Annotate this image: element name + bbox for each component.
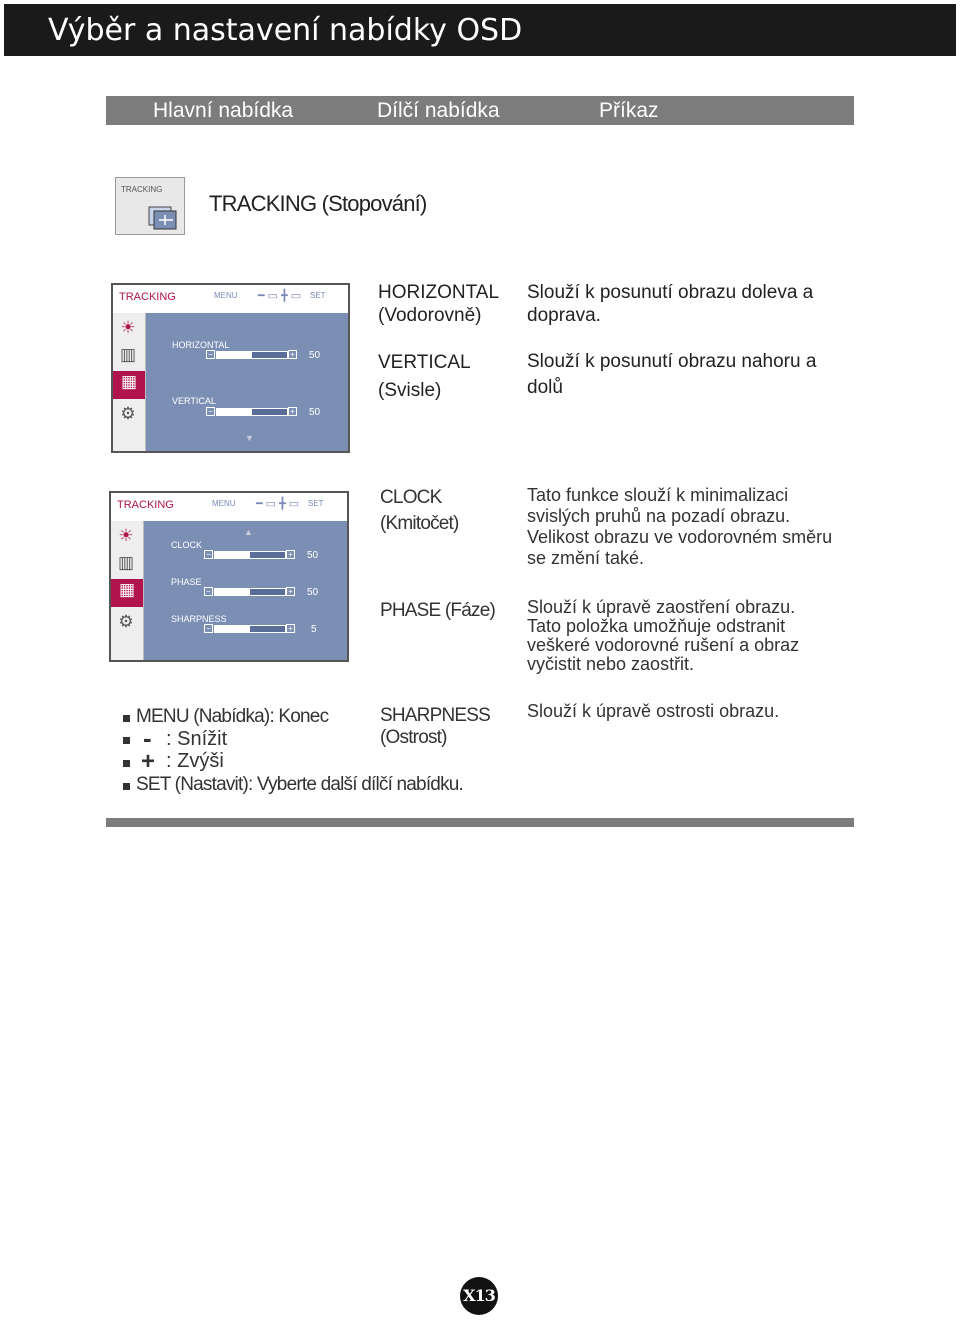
osd-item-value: 50 xyxy=(309,350,321,361)
brightness-icon: ☀ xyxy=(120,318,136,337)
legend-minus: : Snížit xyxy=(166,728,228,750)
legend-set: SET (Nastavit): Vyberte další dílčí nabídku. xyxy=(136,774,464,795)
legend-bullet xyxy=(123,715,130,722)
vertical-slider xyxy=(216,408,288,416)
submenu-name: HORIZONTAL xyxy=(378,282,500,303)
osd-item-value: 50 xyxy=(307,587,319,598)
osd-minus-plus: ━ ▭ ╋ ▭ xyxy=(258,290,302,302)
legend-menu: MENU (Nabídka): Konec xyxy=(136,706,329,727)
osd-item-label: VERTICAL xyxy=(172,396,216,406)
osd-title: TRACKING xyxy=(119,291,176,303)
scroll-up-icon: ▲ xyxy=(244,527,253,537)
section-divider xyxy=(106,818,854,827)
main-menu-title: TRACKING (Stopování) xyxy=(209,191,427,216)
legend-bullet xyxy=(123,760,130,767)
osd-side-menu xyxy=(111,521,144,660)
setup-gear-icon: ⚙ xyxy=(120,404,136,423)
osd-minus-icon: − xyxy=(204,624,213,633)
submenu-name-czech: (Ostrost) xyxy=(380,727,447,748)
column-command: Příkaz xyxy=(599,99,659,122)
clock-slider xyxy=(214,551,286,559)
osd-plus-icon: + xyxy=(286,550,295,559)
phase-slider xyxy=(214,588,286,596)
submenu-name: PHASE (Fáze) xyxy=(380,600,495,621)
page-number: X13 xyxy=(460,1277,498,1315)
command-line: Velikost obrazu ve vodorovném směru xyxy=(527,527,833,547)
submenu-clock xyxy=(380,485,459,537)
legend-bullet xyxy=(123,737,130,744)
submenu-sharpness xyxy=(380,705,490,749)
command-clock xyxy=(527,485,832,569)
minus-icon: - xyxy=(143,723,152,753)
osd-item-value: 50 xyxy=(309,407,321,418)
column-main-menu: Hlavní nabídka xyxy=(153,99,294,122)
command-vertical xyxy=(527,349,816,401)
osd-item-label: HORIZONTAL xyxy=(172,340,230,350)
submenu-name-czech: (Vodorovně) xyxy=(378,305,482,326)
setup-gear-icon: ⚙ xyxy=(118,612,134,631)
color-icon: ▥ xyxy=(117,553,135,572)
command-line: dolů xyxy=(527,377,563,398)
command-line: Slouží k posunutí obrazu doleva a xyxy=(527,282,814,303)
osd-side-menu xyxy=(113,313,146,451)
osd-set-label: SET xyxy=(308,499,324,508)
command-line: doprava. xyxy=(527,305,601,326)
submenu-name: VERTICAL xyxy=(378,352,471,373)
sharpness-slider xyxy=(214,625,286,633)
osd-main-area xyxy=(146,313,348,451)
osd-minus-plus: ━ ▭ ╋ ▭ xyxy=(256,498,300,510)
osd-item-label: SHARPNESS xyxy=(171,614,227,624)
osd-minus-icon: − xyxy=(204,550,213,559)
scroll-down-icon: ▼ xyxy=(245,433,254,443)
command-line: se změní také. xyxy=(527,548,645,568)
command-line: svislých pruhů na pozadí obrazu. xyxy=(527,506,791,526)
tracking-icon-label: TRACKING xyxy=(121,185,163,194)
tracking-menu-icon xyxy=(115,177,185,235)
osd-plus-icon: + xyxy=(288,350,297,359)
command-line: Slouží k úpravě ostrosti obrazu. xyxy=(527,701,780,721)
command-sharpness xyxy=(527,701,779,722)
tracking-icon-selected: ▦ xyxy=(111,579,143,607)
osd-main-area xyxy=(144,521,347,660)
submenu-name-czech: (Kmitočet) xyxy=(380,513,459,534)
osd-plus-icon: + xyxy=(286,624,295,633)
command-line: Tato položka umožňuje odstranit xyxy=(527,616,786,636)
osd-item-label: PHASE xyxy=(171,577,202,587)
osd-menu-label: MENU xyxy=(212,499,236,508)
osd-panel-tracking-1 xyxy=(111,283,350,453)
legend-plus: : Zvýši xyxy=(166,750,224,772)
osd-minus-icon: − xyxy=(206,350,215,359)
osd-plus-icon: + xyxy=(286,587,295,596)
osd-item-value: 5 xyxy=(311,624,317,635)
submenu-phase xyxy=(380,600,495,622)
command-line: Tato funkce slouží k minimalizaci xyxy=(527,485,789,505)
submenu-vertical xyxy=(378,349,471,405)
page-title: Výběr a nastavení nabídky OSD xyxy=(48,13,523,48)
plus-icon: + xyxy=(141,748,156,775)
osd-item-label: CLOCK xyxy=(171,540,203,550)
submenu-name: CLOCK xyxy=(380,487,442,508)
submenu-name-czech: (Svisle) xyxy=(378,380,442,401)
osd-minus-icon: − xyxy=(204,587,213,596)
command-line: Slouží k úpravě zaostření obrazu. xyxy=(527,597,796,617)
command-horizontal xyxy=(527,281,813,327)
submenu-horizontal xyxy=(378,281,499,327)
osd-panel-tracking-2 xyxy=(109,491,349,662)
brightness-icon: ☀ xyxy=(118,526,134,545)
tracking-icon-selected: ▦ xyxy=(113,371,145,399)
osd-item-value: 50 xyxy=(307,550,319,561)
osd-set-label: SET xyxy=(310,291,326,300)
tracking-icon xyxy=(147,203,179,231)
osd-plus-icon: + xyxy=(288,407,297,416)
osd-minus-icon: − xyxy=(206,407,215,416)
legend-bullet xyxy=(123,783,130,790)
command-phase xyxy=(527,598,799,674)
command-line: Slouží k posunutí obrazu nahoru a xyxy=(527,351,817,372)
osd-menu-label: MENU xyxy=(214,291,238,300)
column-submenu: Dílčí nabídka xyxy=(377,99,500,122)
color-icon: ▥ xyxy=(119,345,137,364)
osd-title: TRACKING xyxy=(117,499,174,511)
column-header xyxy=(106,96,854,125)
command-line: veškeré vodorovné rušení a obraz xyxy=(527,635,800,655)
command-line: vyčistit nebo zaostřit. xyxy=(527,654,695,674)
horizontal-slider xyxy=(216,351,288,359)
submenu-name: SHARPNESS xyxy=(380,705,491,726)
